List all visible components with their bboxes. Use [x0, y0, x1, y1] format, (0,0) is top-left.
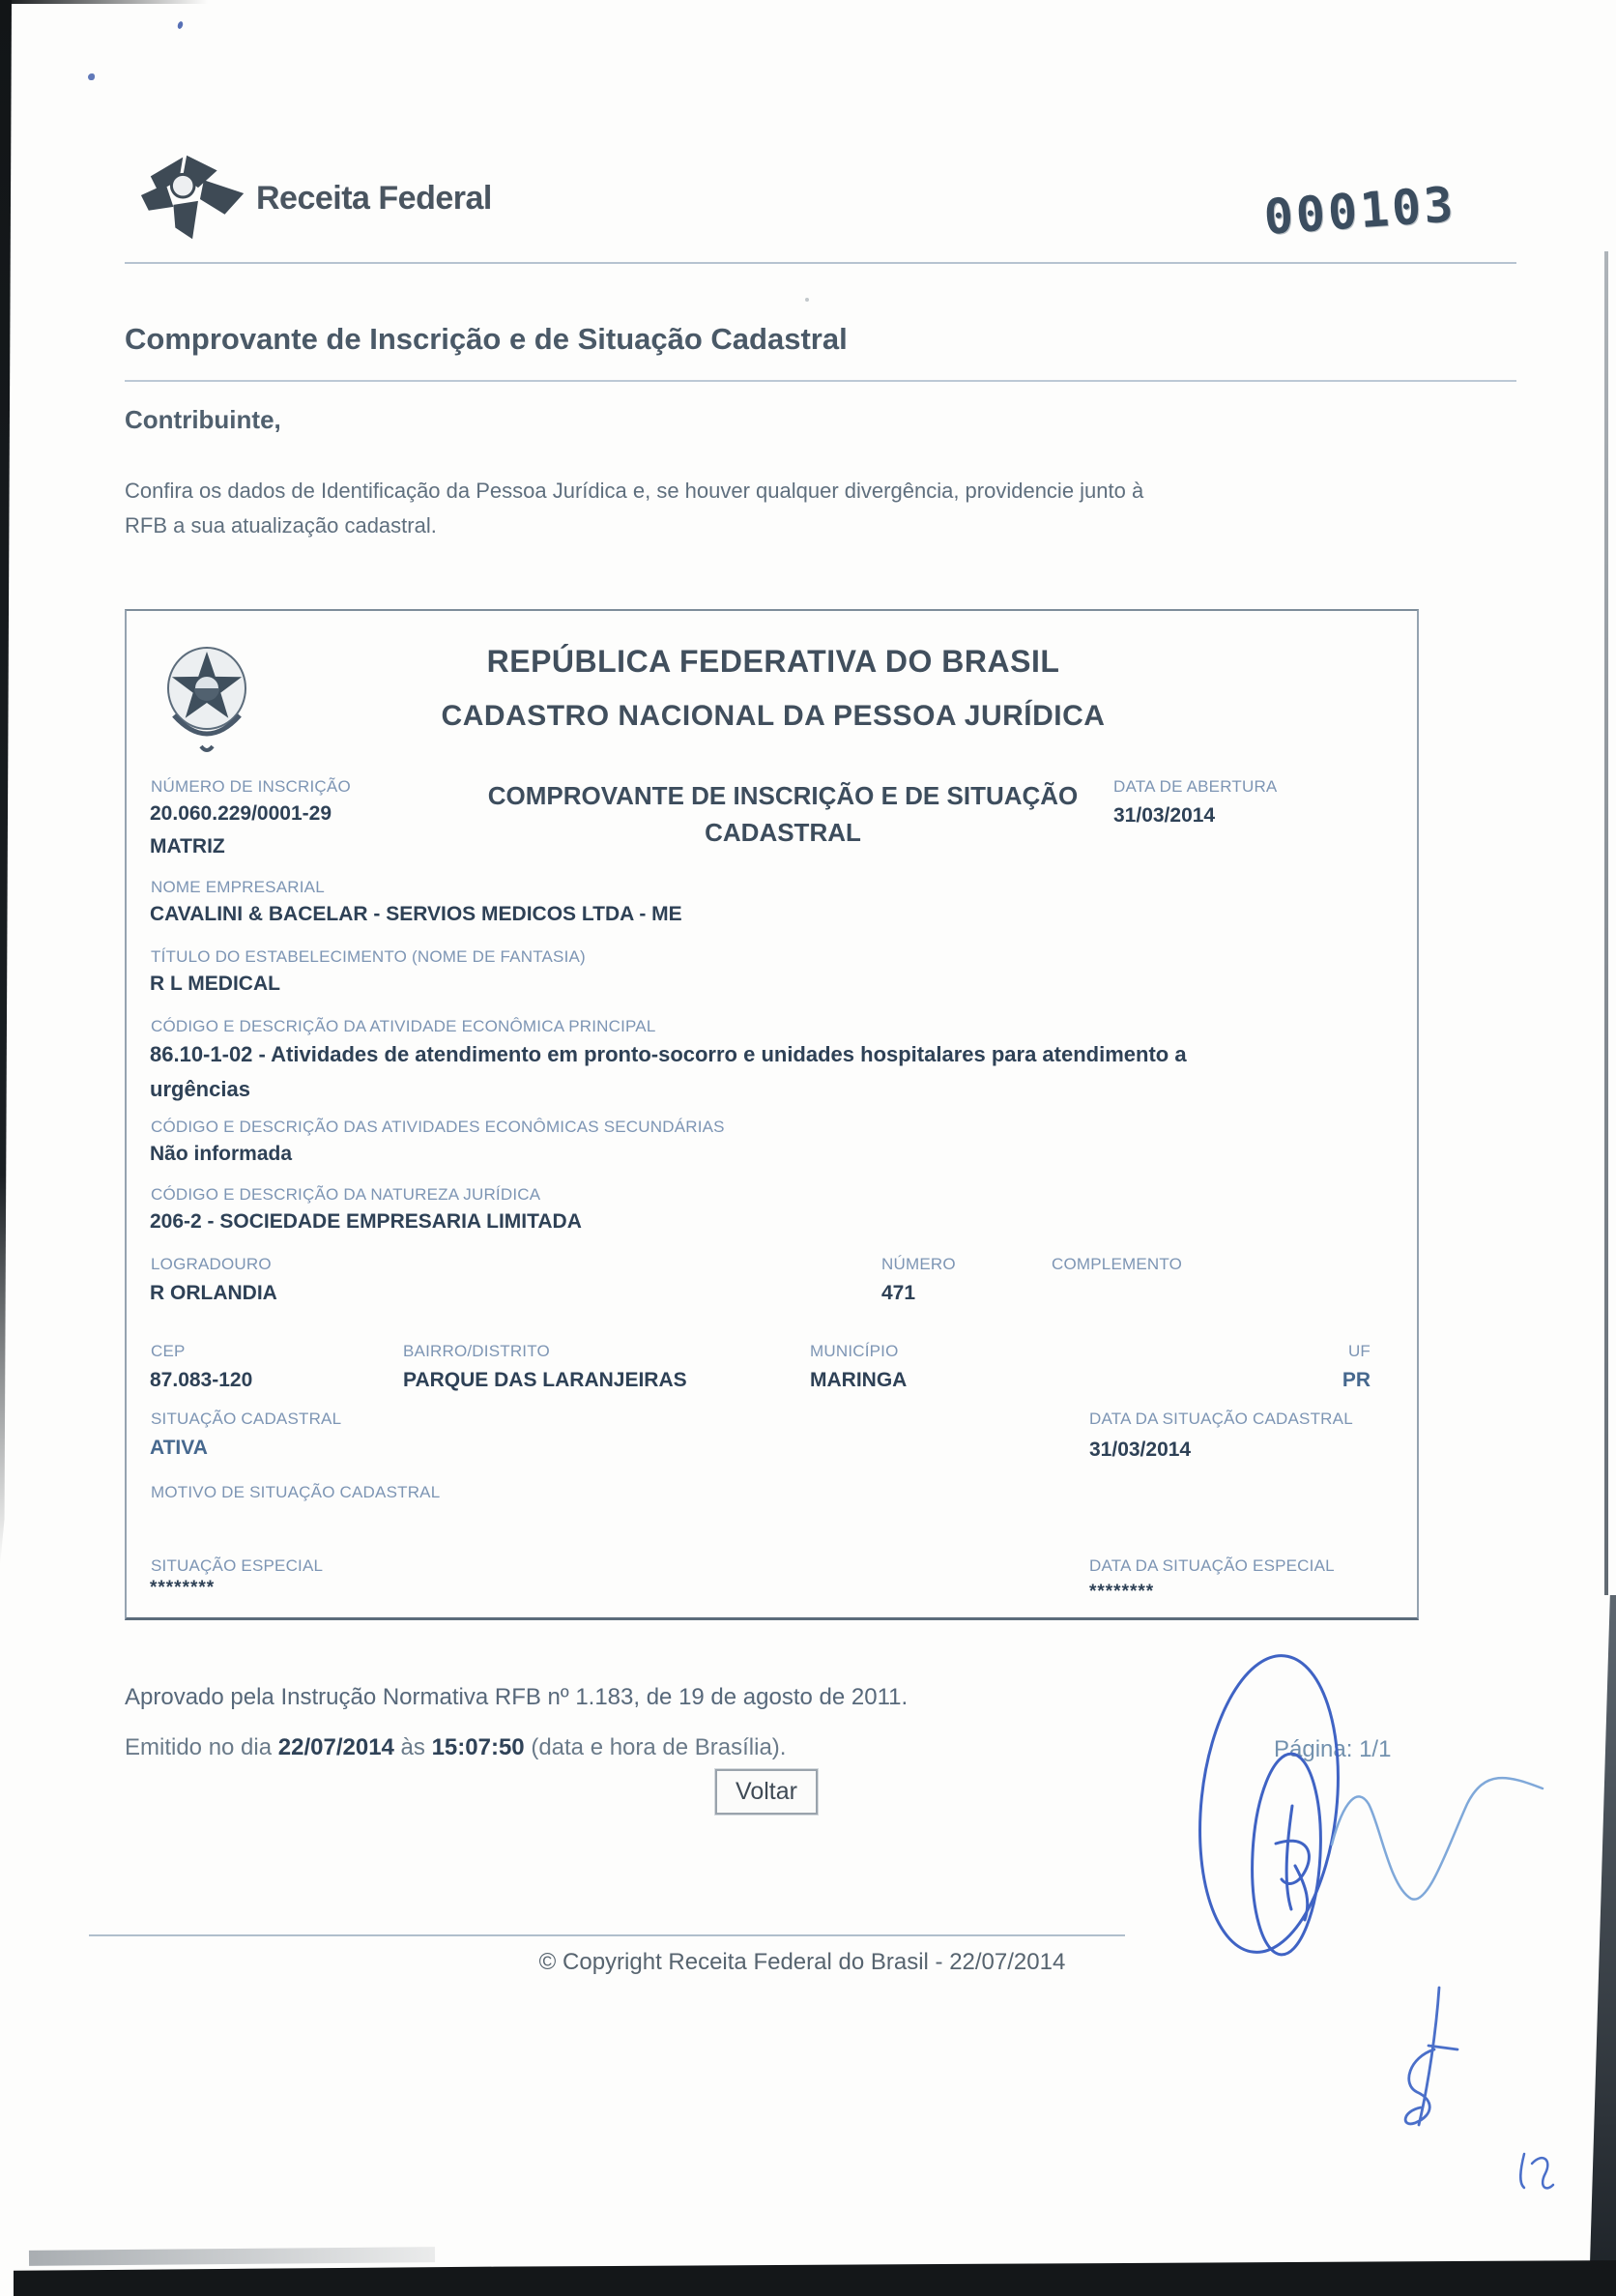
pen-mark-scribbles	[1382, 1972, 1575, 2204]
uf-value: PR	[1342, 1369, 1371, 1391]
natureza-juridica-value: 206-2 - SOCIEDADE EMPRESARIA LIMITADA	[150, 1210, 582, 1233]
atividade-principal-value-line2: urgências	[150, 1077, 250, 1101]
logradouro-label: LOGRADOURO	[151, 1255, 272, 1273]
signature-scribble	[1140, 1634, 1546, 1962]
title-divider	[125, 380, 1516, 382]
municipio-label: MUNICÍPIO	[810, 1342, 899, 1360]
inscricao-value: 20.060.229/0001-29	[150, 802, 332, 825]
data-situacao-especial-value: ********	[1089, 1582, 1155, 1602]
scan-smudge-bottom-left	[29, 2247, 435, 2266]
salutation: Contribuinte,	[125, 405, 281, 434]
intro-line-1: Confira os dados de Identificação da Pessoa Jurídica e, se houver qualquer divergência, providencie junto à	[125, 479, 1144, 503]
header-divider	[125, 262, 1516, 264]
inscricao-label: NÚMERO DE INSCRIÇÃO	[151, 777, 351, 796]
ink-speck	[805, 298, 809, 302]
scan-edge-right-thin	[1604, 251, 1608, 1595]
atividades-secundarias-label: CÓDIGO E DESCRIÇÃO DAS ATIVIDADES ECONÔMICAS SECUNDÁRIAS	[151, 1118, 725, 1136]
complemento-label: COMPLEMENTO	[1052, 1255, 1183, 1273]
nome-empresarial-value: CAVALINI & BACELAR - SERVIOS MEDICOS LTDA - ME	[150, 903, 682, 925]
copyright-divider	[89, 1934, 1125, 1936]
ink-speck	[88, 73, 95, 80]
emitido-time: 15:07:50	[431, 1734, 525, 1760]
inscricao-tipo: MATRIZ	[150, 835, 225, 857]
municipio-value: MARINGA	[810, 1369, 908, 1391]
situacao-especial-value: ********	[150, 1578, 216, 1598]
cep-value: 87.083-120	[150, 1369, 253, 1391]
motivo-situacao-label: MOTIVO DE SITUAÇÃO CADASTRAL	[151, 1483, 441, 1501]
natureza-juridica-label: CÓDIGO E DESCRIÇÃO DA NATUREZA JURÍDICA	[151, 1185, 541, 1204]
scan-edge-top	[0, 0, 208, 4]
doc-title-line-1: COMPROVANTE DE INSCRIÇÃO E DE SITUAÇÃO	[487, 781, 1079, 810]
emitido-conj: às	[393, 1734, 432, 1760]
uf-label: UF	[1347, 1342, 1371, 1360]
emitido-text	[125, 1734, 786, 1761]
situacao-cadastral-label: SITUAÇÃO CADASTRAL	[151, 1410, 342, 1428]
scan-edge-right-wedge	[1589, 1595, 1616, 2296]
voltar-button[interactable]: Voltar	[715, 1769, 818, 1815]
data-situacao-cadastral-label: DATA DA SITUAÇÃO CADASTRAL	[1089, 1410, 1353, 1428]
data-situacao-cadastral-value: 31/03/2014	[1089, 1439, 1192, 1461]
atividades-secundarias-value: Não informada	[150, 1143, 293, 1165]
doc-title-line-2: CADASTRAL	[705, 818, 861, 847]
registry-title: CADASTRO NACIONAL DA PESSOA JURÍDICA	[441, 700, 1106, 732]
abertura-label: DATA DE ABERTURA	[1113, 777, 1278, 796]
scan-edge-left	[0, 0, 12, 1566]
emitido-suffix: (data e hora de Brasília).	[524, 1734, 787, 1760]
page-title: Comprovante de Inscrição e de Situação Cadastral	[125, 322, 848, 356]
numero-value: 471	[881, 1282, 916, 1304]
numero-label: NÚMERO	[881, 1255, 956, 1273]
logradouro-value: R ORLANDIA	[150, 1282, 277, 1304]
situacao-cadastral-value: ATIVA	[150, 1437, 208, 1459]
atividade-principal-value-line1: 86.10-1-02 - Atividades de atendimento em pronto-socorro e unidades hospitalares para atendimento a	[150, 1042, 1187, 1066]
nome-fantasia-label: TÍTULO DO ESTABELECIMENTO (NOME DE FANTASIA)	[151, 947, 586, 966]
doc-title	[406, 777, 1160, 851]
brand-text: Receita Federal	[256, 180, 492, 217]
ink-speck	[177, 20, 184, 29]
intro-line-2: RFB a sua atualização cadastral.	[125, 513, 437, 538]
situacao-especial-label: SITUAÇÃO ESPECIAL	[151, 1556, 324, 1575]
bairro-value: PARQUE DAS LARANJEIRAS	[403, 1369, 687, 1391]
receita-federal-logo-icon	[137, 151, 255, 242]
abertura-value: 31/03/2014	[1113, 804, 1216, 827]
stamp-number: 000103	[1261, 176, 1458, 246]
atividade-principal-label: CÓDIGO E DESCRIÇÃO DA ATIVIDADE ECONÔMICA PRINCIPAL	[151, 1017, 656, 1035]
aprovado-text: Aprovado pela Instrução Normativa RFB nº 1.183, de 19 de agosto de 2011.	[125, 1684, 909, 1710]
page-indicator: Página: 1/1	[1274, 1736, 1392, 1762]
emitido-prefix: Emitido no dia	[125, 1734, 278, 1760]
republic-title: REPÚBLICA FEDERATIVA DO BRASIL	[486, 644, 1060, 679]
copyright-text: © Copyright Receita Federal do Brasil - 22/07/2014	[538, 1949, 1066, 1975]
brasil-coat-of-arms-icon	[162, 634, 251, 758]
scan-edge-bottom	[14, 2256, 1616, 2296]
nome-fantasia-value: R L MEDICAL	[150, 973, 280, 995]
bairro-label: BAIRRO/DISTRITO	[403, 1342, 550, 1360]
emitido-date: 22/07/2014	[277, 1734, 394, 1760]
certificate-box	[125, 609, 1419, 1620]
nome-empresarial-label: NOME EMPRESARIAL	[151, 878, 325, 896]
data-situacao-especial-label: DATA DA SITUAÇÃO ESPECIAL	[1089, 1556, 1335, 1575]
cep-label: CEP	[151, 1342, 186, 1360]
